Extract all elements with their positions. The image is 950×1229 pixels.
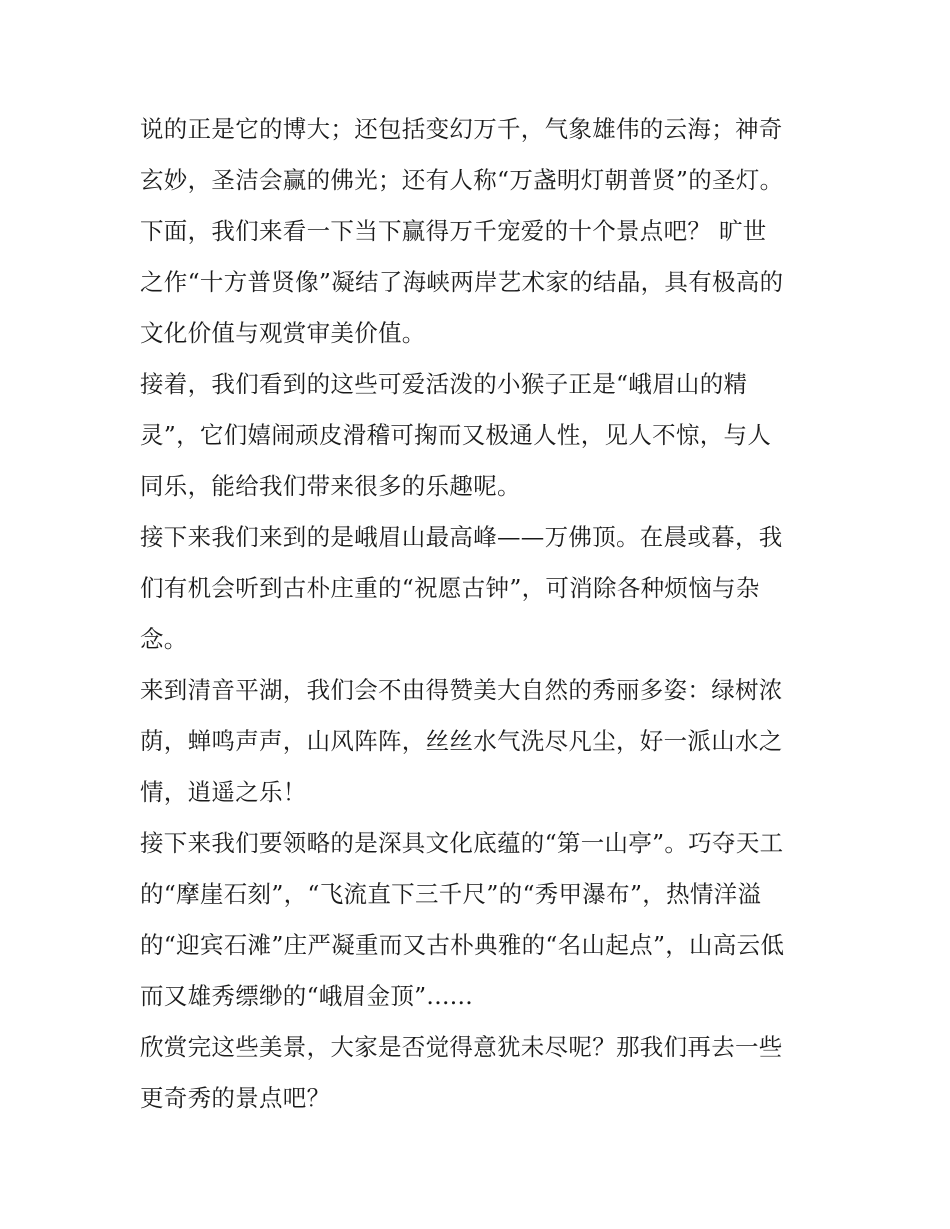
text-line: 灵”，它们嬉闹顽皮滑稽可掬而又极通人性，见人不惊，与人: [140, 421, 772, 449]
text-line: 玄妙，圣洁会赢的佛光；还有人称“万盏明灯朝普贤”的圣灯。: [140, 166, 784, 194]
text-line: 接着，我们看到的这些可爱活泼的小猴子正是“峨眉山的精: [140, 370, 748, 398]
paragraph-grandeur: [140, 104, 815, 359]
paragraph-qingyin-lake: [140, 665, 815, 818]
text-line: 情，逍遥之乐！: [140, 778, 307, 806]
text-line: 的“摩崖石刻”，“飞流直下三千尺”的“秀甲瀑布”，热情洋溢: [140, 880, 762, 908]
text-line: 们有机会听到古朴庄重的“祝愿古钟”，可消除各种烦恼与杂: [140, 574, 760, 602]
text-line: 欣赏完这些美景，大家是否觉得意犹未尽呢？那我们再去一些: [140, 1033, 783, 1061]
text-line: 接下来我们来到的是峨眉山最高峰——万佛顶。在晨或暮，我: [140, 523, 783, 551]
text-line: 更奇秀的景点吧？: [140, 1084, 331, 1112]
paragraph-wanfoding: [140, 512, 815, 665]
text-line: 文化价值与观赏审美价值。: [140, 319, 426, 347]
text-line: 之作“十方普贤像”凝结了海峡两岸艺术家的结晶，具有极高的: [140, 268, 784, 296]
text-line: 说的正是它的博大；还包括变幻万千，气象雄伟的云海；神奇: [140, 115, 783, 143]
document-body: [140, 104, 815, 1124]
text-line: 荫，蝉鸣声声，山风阵阵，丝丝水气洗尽凡尘，好一派山水之: [140, 727, 783, 755]
text-line: 而又雄秀缥缈的“峨眉金顶”......: [140, 982, 474, 1010]
paragraph-first-pavilion: [140, 818, 815, 1022]
text-line: 接下来我们要领略的是深具文化底蕴的“第一山亭”。巧夺天工: [140, 829, 784, 857]
text-line: 的“迎宾石滩”庄严凝重而又古朴典雅的“名山起点”，山高云低: [140, 931, 785, 959]
paragraph-closing: [140, 1022, 815, 1124]
text-line: 念。: [140, 625, 188, 653]
paragraph-monkeys: [140, 359, 815, 512]
text-line: 同乐，能给我们带来很多的乐趣呢。: [140, 472, 521, 500]
text-line: 来到清音平湖，我们会不由得赞美大自然的秀丽多姿：绿树浓: [140, 676, 783, 704]
text-line: 下面，我们来看一下当下赢得万千宠爱的十个景点吧？ 旷世: [140, 217, 767, 245]
